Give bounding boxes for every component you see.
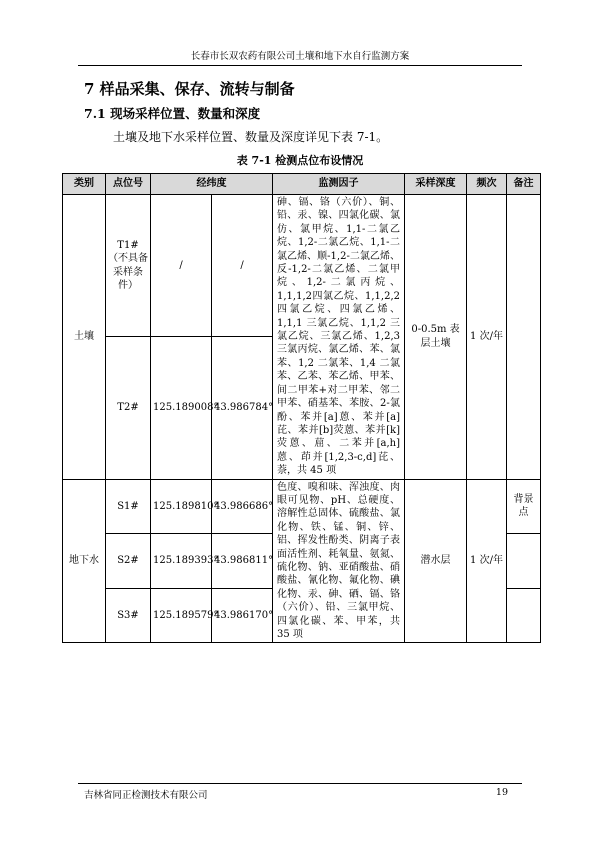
groundwater-category-cell: 地下水 [63, 479, 106, 643]
intro-paragraph: 土壤及地下水采样位置、数量及深度详见下表 7-1。 [113, 130, 389, 144]
point-cell: T1#（不具备采样条件） [106, 195, 151, 337]
table-row [63, 479, 541, 534]
latitude-cell: / [212, 195, 273, 337]
subsection-number: 7.1 [84, 106, 106, 121]
groundwater-frequency-cell: 1 次/年 [467, 479, 507, 643]
col-header-depth: 采样深度 [405, 174, 467, 195]
footer-company: 吉林省同正检测技术有限公司 [84, 790, 208, 801]
note-cell: 背景点 [507, 479, 541, 534]
footer-divider [78, 783, 522, 784]
longitude-cell: 125.189393° [151, 534, 212, 589]
latitude-cell: 43.986811° [212, 534, 273, 589]
col-header-factors: 监测因子 [273, 174, 405, 195]
point-cell: T2# [106, 337, 151, 479]
point-cell: S1# [106, 479, 151, 534]
point-cell: S2# [106, 534, 151, 589]
sampling-table [62, 173, 541, 643]
page-number: 19 [495, 787, 508, 798]
groundwater-depth-cell: 潜水层 [405, 479, 467, 643]
longitude-cell: 125.189810° [151, 479, 212, 534]
table-caption: 表 7-1 检测点位布设情况 [236, 154, 364, 167]
soil-factors-cell: 砷、镉、铬（六价）、铜、铅、汞、镍、四氯化碳、氯仿、氯甲烷、1,1-二氯乙烷、1,2-二氯乙烷、1,1-二氯乙烯、顺-1,2-二氯乙烯、反-1,2-二氯乙烯、二氯甲烷、1,2-二氯丙烷、1,1,1,2四氯乙烷、1,1,2,2四氯乙烷、四氯乙烯、1,1,1 三氯乙烷、1,1,2 三氯乙烷、三氯乙烯、1,2,3 三氯丙烷、氯乙烯、苯、氯苯、1,2 二氯苯、1,4 二氯苯、乙苯、苯乙烯、甲苯、间二甲苯+对二甲苯、邻二甲苯、硝基苯、苯胺、2-氯酚、苯并[a]蒽、苯并[a]芘、苯并[b]荧蒽、苯并[k]荧蒽、䓛、二苯并[a,h]蒽、茚并[1,2,3-c,d]芘、萘，共 45 项 [273, 195, 405, 480]
col-header-frequency: 频次 [467, 174, 507, 195]
longitude-cell: / [151, 195, 212, 337]
page-header: 长春市长双农药有限公司土壤和地下水自行监测方案 [78, 48, 522, 66]
soil-depth-cell: 0-0.5m 表层土壤 [405, 195, 467, 480]
note-cell [507, 588, 541, 643]
soil-frequency-cell: 1 次/年 [467, 195, 507, 480]
latitude-cell: 43.986170° [212, 588, 273, 643]
note-cell [507, 534, 541, 589]
col-header-note: 备注 [507, 174, 541, 195]
col-header-point: 点位号 [106, 174, 151, 195]
table-header-row [63, 174, 541, 195]
subsection-heading [84, 104, 260, 122]
soil-category-cell: 土壤 [63, 195, 106, 480]
section-heading [84, 78, 295, 99]
point-cell: S3# [106, 588, 151, 643]
col-header-coordinates: 经纬度 [151, 174, 273, 195]
table-row [63, 195, 541, 337]
section-title: 样品采集、保存、流转与制备 [99, 80, 295, 98]
latitude-cell: 43.986784° [212, 337, 273, 479]
latitude-cell: 43.986686° [212, 479, 273, 534]
groundwater-factors-cell: 色度、嗅和味、浑浊度、肉眼可见物、pH、总硬度、溶解性总固体、硫酸盐、氯化物、铁、锰、铜、锌、铝、挥发性酚类、阴离子表面活性剂、耗氧量、氨氮、硫化物、钠、亚硝酸盐、硝酸盐、氰化物、氟化物、碘化物、汞、砷、硒、镉、铬（六价）、铅、三氯甲烷、四氯化碳、苯、甲苯，共 35 项 [273, 479, 405, 643]
col-header-category: 类别 [63, 174, 106, 195]
longitude-cell: 125.189008° [151, 337, 212, 479]
soil-note-cell [507, 195, 541, 480]
section-number: 7 [84, 80, 95, 98]
longitude-cell: 125.189579° [151, 588, 212, 643]
subsection-title: 现场采样位置、数量和深度 [110, 106, 261, 121]
